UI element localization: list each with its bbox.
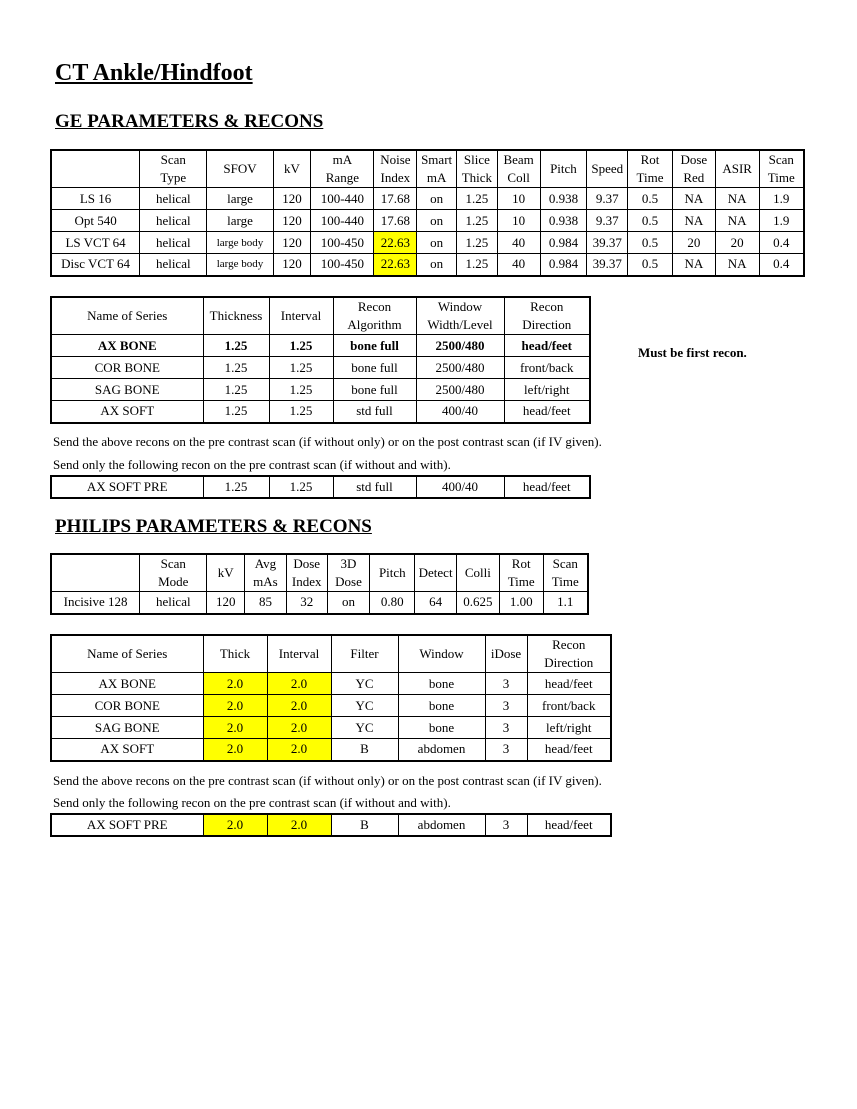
table-cell: YC xyxy=(331,673,398,695)
table-cell: 1.25 xyxy=(269,335,333,357)
ge-recons-table xyxy=(50,296,591,424)
table-cell: NA xyxy=(672,254,715,276)
column-header-text: Detect xyxy=(418,565,453,580)
column-header-text: Dose xyxy=(335,574,362,589)
table-cell: 85 xyxy=(245,592,287,614)
column-header-text: Index xyxy=(291,574,322,589)
column-header-text: mA xyxy=(332,152,353,167)
table-row xyxy=(51,476,590,498)
table-cell: 0.4 xyxy=(759,254,804,276)
table-cell: AX SOFT PRE xyxy=(51,814,203,836)
column-header xyxy=(140,150,207,188)
table-row xyxy=(51,335,590,357)
column-header xyxy=(327,554,370,592)
column-header-text: Width/Level xyxy=(427,317,493,332)
table-cell: 1.25 xyxy=(456,188,497,210)
column-header xyxy=(333,297,416,335)
table-row xyxy=(51,210,804,232)
table-cell: head/feet xyxy=(527,739,611,761)
column-header xyxy=(207,554,245,592)
table-cell: B xyxy=(331,739,398,761)
column-header xyxy=(207,150,273,188)
column-header xyxy=(527,635,611,673)
table-cell: bone xyxy=(398,717,485,739)
table-cell: large xyxy=(207,210,273,232)
table-cell: NA xyxy=(672,188,715,210)
table-cell: 2.0 xyxy=(267,717,331,739)
column-header-text: Rot xyxy=(511,556,531,571)
table-cell: 0.984 xyxy=(540,232,587,254)
column-header-text: Thickness xyxy=(209,308,263,323)
table-cell: 120 xyxy=(273,210,311,232)
table-cell: bone full xyxy=(333,379,416,401)
table-cell: head/feet xyxy=(527,814,611,836)
ge-pre-contrast-table xyxy=(50,475,591,499)
column-header-text: Filter xyxy=(350,646,379,661)
table-cell: 3 xyxy=(485,717,527,739)
ge-pre-note: Send only the following recon on the pre contrast scan (if without and with). xyxy=(53,457,451,472)
table-cell: 39.37 xyxy=(587,232,628,254)
column-header-text: Index xyxy=(380,170,411,185)
table-cell: 100-440 xyxy=(311,210,374,232)
column-header-text: Colli xyxy=(464,565,491,580)
table-cell: 2.0 xyxy=(203,717,267,739)
table-cell: 400/40 xyxy=(416,401,504,423)
table-cell: 120 xyxy=(273,232,311,254)
column-header-text: SFOV xyxy=(223,161,257,176)
table-cell: NA xyxy=(715,188,759,210)
column-header xyxy=(715,150,759,188)
table-cell: 1.25 xyxy=(203,379,269,401)
table-cell: head/feet xyxy=(504,401,590,423)
column-header-text: Rot xyxy=(640,152,660,167)
table-cell: 2.0 xyxy=(267,814,331,836)
table-cell: NA xyxy=(672,210,715,232)
column-header-text: Noise xyxy=(380,152,411,167)
column-header-text: 3D xyxy=(340,556,357,571)
table-cell: Opt 540 xyxy=(51,210,140,232)
table-cell: on xyxy=(417,210,457,232)
table-row xyxy=(51,401,590,423)
table-cell: 10 xyxy=(497,210,540,232)
column-header-text: Mode xyxy=(158,574,189,589)
column-header xyxy=(370,554,415,592)
table-cell: head/feet xyxy=(527,673,611,695)
empty-header-cell xyxy=(51,150,140,188)
philips-recons-header-row xyxy=(51,635,611,673)
table-cell: 2.0 xyxy=(267,673,331,695)
table-cell: 0.5 xyxy=(628,210,673,232)
table-cell: head/feet xyxy=(504,335,590,357)
table-cell: 1.25 xyxy=(456,210,497,232)
philips-recons-table xyxy=(50,634,612,762)
table-row xyxy=(51,254,804,276)
column-header xyxy=(485,635,527,673)
table-row xyxy=(51,592,588,614)
table-cell: 22.63 xyxy=(374,232,417,254)
page-title: CT Ankle/Hindfoot xyxy=(55,60,253,86)
column-header xyxy=(456,554,499,592)
table-cell: NA xyxy=(715,210,759,232)
table-cell: 10 xyxy=(497,188,540,210)
column-header-text: Interval xyxy=(280,308,322,323)
table-cell: 100-450 xyxy=(311,232,374,254)
table-cell: 3 xyxy=(485,814,527,836)
column-header-text: Dose xyxy=(293,556,321,571)
table-row xyxy=(51,717,611,739)
table-cell: 1.25 xyxy=(203,401,269,423)
column-header-text: Scan xyxy=(160,556,186,571)
table-cell: 0.80 xyxy=(370,592,415,614)
ge-parameters-table xyxy=(50,149,805,277)
table-cell: on xyxy=(417,232,457,254)
table-cell: 2.0 xyxy=(203,673,267,695)
table-cell: bone xyxy=(398,673,485,695)
table-cell: YC xyxy=(331,717,398,739)
table-cell: abdomen xyxy=(398,814,485,836)
table-cell: LS VCT 64 xyxy=(51,232,140,254)
column-header xyxy=(497,150,540,188)
table-cell: left/right xyxy=(504,379,590,401)
column-header-text: Range xyxy=(325,170,359,185)
table-cell: 22.63 xyxy=(374,254,417,276)
column-header-text: Time xyxy=(636,170,664,185)
column-header-text: Window xyxy=(437,299,483,314)
table-cell: 1.25 xyxy=(269,357,333,379)
column-header-text: Direction xyxy=(544,655,594,670)
column-header-text: mA xyxy=(426,170,447,185)
column-header xyxy=(331,635,398,673)
table-cell: helical xyxy=(140,188,207,210)
column-header xyxy=(672,150,715,188)
table-cell: 40 xyxy=(497,254,540,276)
column-header xyxy=(587,150,628,188)
column-header xyxy=(140,554,207,592)
table-cell: 64 xyxy=(415,592,457,614)
table-cell: 20 xyxy=(672,232,715,254)
table-cell: 120 xyxy=(207,592,245,614)
column-header-text: Pitch xyxy=(378,565,406,580)
table-cell: front/back xyxy=(527,695,611,717)
column-header-text: Recon xyxy=(552,637,586,652)
table-cell: 120 xyxy=(273,188,311,210)
table-cell: 2.0 xyxy=(267,695,331,717)
column-header xyxy=(273,150,311,188)
table-cell: 3 xyxy=(485,739,527,761)
column-header-text: Type xyxy=(160,170,187,185)
column-header-text: Algorithm xyxy=(347,317,402,332)
table-cell: 1.25 xyxy=(269,379,333,401)
table-cell: helical xyxy=(140,210,207,232)
ge-section-heading: GE PARAMETERS & RECONS xyxy=(55,111,324,132)
column-header-text: mAs xyxy=(253,574,278,589)
table-cell: bone full xyxy=(333,357,416,379)
column-header-text: Slice xyxy=(463,152,490,167)
table-cell: SAG BONE xyxy=(51,717,203,739)
table-cell: helical xyxy=(140,232,207,254)
table-cell: large body xyxy=(207,232,273,254)
table-cell: std full xyxy=(333,476,416,498)
philips-parameters-table xyxy=(50,553,589,615)
table-cell: on xyxy=(327,592,370,614)
table-cell: 1.25 xyxy=(269,476,333,498)
column-header-text: Pitch xyxy=(550,161,577,176)
ge-send-note: Send the above recons on the pre contrast scan (if without only) or on the post contrast scan (if IV given). xyxy=(53,434,602,449)
table-cell: 120 xyxy=(273,254,311,276)
column-header-text: Thick xyxy=(219,646,251,661)
column-header xyxy=(417,150,457,188)
table-cell: 400/40 xyxy=(416,476,504,498)
table-cell: front/back xyxy=(504,357,590,379)
table-cell: 2.0 xyxy=(203,739,267,761)
column-header xyxy=(504,297,590,335)
empty-header-cell xyxy=(51,554,140,592)
column-header xyxy=(51,635,203,673)
column-header xyxy=(286,554,327,592)
column-header xyxy=(398,635,485,673)
table-cell: 0.5 xyxy=(628,188,673,210)
column-header-text: Speed xyxy=(591,161,624,176)
table-cell: 9.37 xyxy=(587,188,628,210)
column-header xyxy=(759,150,804,188)
column-header-text: iDose xyxy=(490,646,522,661)
column-header-text: Time xyxy=(767,170,795,185)
table-row xyxy=(51,814,611,836)
column-header-text: Scan xyxy=(160,152,186,167)
column-header-text: Window xyxy=(419,646,464,661)
column-header-text: Time xyxy=(551,574,579,589)
ge-recons-header-row xyxy=(51,297,590,335)
column-header-text: Coll xyxy=(507,170,530,185)
table-cell: COR BONE xyxy=(51,695,203,717)
table-cell: 1.25 xyxy=(456,232,497,254)
table-cell: 2500/480 xyxy=(416,379,504,401)
table-cell: 0.5 xyxy=(628,232,673,254)
table-cell: 0.5 xyxy=(628,254,673,276)
table-cell: 32 xyxy=(286,592,327,614)
column-header-text: Recon xyxy=(357,299,392,314)
table-cell: Disc VCT 64 xyxy=(51,254,140,276)
table-cell: 17.68 xyxy=(374,210,417,232)
table-row xyxy=(51,673,611,695)
table-cell: large body xyxy=(207,254,273,276)
first-recon-note: Must be first recon. xyxy=(638,345,747,360)
column-header-text: Scan xyxy=(552,556,578,571)
table-cell: 1.1 xyxy=(543,592,588,614)
column-header-text: Time xyxy=(507,574,535,589)
table-cell: 20 xyxy=(715,232,759,254)
table-cell: on xyxy=(417,254,457,276)
table-cell: AX BONE xyxy=(51,335,203,357)
table-cell: YC xyxy=(331,695,398,717)
table-cell: SAG BONE xyxy=(51,379,203,401)
table-row xyxy=(51,188,804,210)
philips-params-header-row xyxy=(51,554,588,592)
table-cell: 1.00 xyxy=(499,592,543,614)
philips-pre-contrast-table xyxy=(50,813,612,837)
column-header-text: ASIR xyxy=(722,161,752,176)
table-cell: on xyxy=(417,188,457,210)
table-cell: abdomen xyxy=(398,739,485,761)
table-cell: 100-450 xyxy=(311,254,374,276)
column-header xyxy=(203,297,269,335)
column-header xyxy=(499,554,543,592)
table-cell: 1.25 xyxy=(203,476,269,498)
philips-pre-note: Send only the following recon on the pre contrast scan (if without and with). xyxy=(53,795,451,810)
table-cell: 2.0 xyxy=(203,695,267,717)
table-cell: AX SOFT xyxy=(51,739,203,761)
column-header-text: Dose xyxy=(680,152,708,167)
table-cell: 3 xyxy=(485,695,527,717)
column-header xyxy=(628,150,673,188)
column-header xyxy=(543,554,588,592)
column-header-text: Scan xyxy=(768,152,794,167)
table-cell: 0.938 xyxy=(540,188,587,210)
table-cell: Incisive 128 xyxy=(51,592,140,614)
table-row xyxy=(51,232,804,254)
table-cell: AX SOFT xyxy=(51,401,203,423)
table-cell: std full xyxy=(333,401,416,423)
table-cell: 1.9 xyxy=(759,210,804,232)
column-header-text: Direction xyxy=(522,317,572,332)
column-header-text: Red xyxy=(683,170,705,185)
table-cell: COR BONE xyxy=(51,357,203,379)
column-header xyxy=(203,635,267,673)
column-header-text: kV xyxy=(284,161,300,176)
column-header-text: Thick xyxy=(461,170,493,185)
column-header-text: Name of Series xyxy=(87,308,168,323)
column-header xyxy=(540,150,587,188)
table-cell: 1.25 xyxy=(203,357,269,379)
table-cell: 9.37 xyxy=(587,210,628,232)
table-cell: 2.0 xyxy=(267,739,331,761)
table-cell: 1.25 xyxy=(203,335,269,357)
column-header xyxy=(416,297,504,335)
table-cell: 39.37 xyxy=(587,254,628,276)
column-header-text: Name of Series xyxy=(87,646,168,661)
column-header-text: Beam xyxy=(503,152,534,167)
table-cell: 17.68 xyxy=(374,188,417,210)
column-header xyxy=(245,554,287,592)
table-cell: 2500/480 xyxy=(416,357,504,379)
column-header-text: Recon xyxy=(530,299,564,314)
column-header xyxy=(374,150,417,188)
table-cell: NA xyxy=(715,254,759,276)
column-header xyxy=(311,150,374,188)
column-header xyxy=(415,554,457,592)
ge-params-header-row xyxy=(51,150,804,188)
table-cell: helical xyxy=(140,254,207,276)
table-cell: AX SOFT PRE xyxy=(51,476,203,498)
table-cell: 100-440 xyxy=(311,188,374,210)
table-cell: 2500/480 xyxy=(416,335,504,357)
table-cell: B xyxy=(331,814,398,836)
table-row xyxy=(51,357,590,379)
table-cell: 0.938 xyxy=(540,210,587,232)
table-cell: 0.984 xyxy=(540,254,587,276)
philips-send-note: Send the above recons on the pre contrast scan (if without only) or on the post contrast scan (if IV given). xyxy=(53,773,602,788)
table-cell: head/feet xyxy=(504,476,590,498)
column-header-text: Smart xyxy=(421,152,453,167)
column-header xyxy=(269,297,333,335)
table-cell: left/right xyxy=(527,717,611,739)
table-cell: 40 xyxy=(497,232,540,254)
table-cell: 0.625 xyxy=(456,592,499,614)
table-row xyxy=(51,379,590,401)
table-cell: 1.25 xyxy=(269,401,333,423)
column-header-text: Interval xyxy=(278,646,320,661)
table-cell: AX BONE xyxy=(51,673,203,695)
column-header-text: kV xyxy=(217,565,234,580)
column-header xyxy=(456,150,497,188)
column-header xyxy=(51,297,203,335)
column-header xyxy=(267,635,331,673)
table-cell: 1.9 xyxy=(759,188,804,210)
table-cell: bone full xyxy=(333,335,416,357)
table-cell: bone xyxy=(398,695,485,717)
table-cell: LS 16 xyxy=(51,188,140,210)
table-cell: helical xyxy=(140,592,207,614)
table-row xyxy=(51,739,611,761)
table-row xyxy=(51,695,611,717)
table-cell: large xyxy=(207,188,273,210)
table-cell: 2.0 xyxy=(203,814,267,836)
philips-section-heading: PHILIPS PARAMETERS & RECONS xyxy=(55,516,372,537)
column-header-text: Avg xyxy=(254,556,277,571)
table-cell: 0.4 xyxy=(759,232,804,254)
table-cell: 3 xyxy=(485,673,527,695)
table-cell: 1.25 xyxy=(456,254,497,276)
